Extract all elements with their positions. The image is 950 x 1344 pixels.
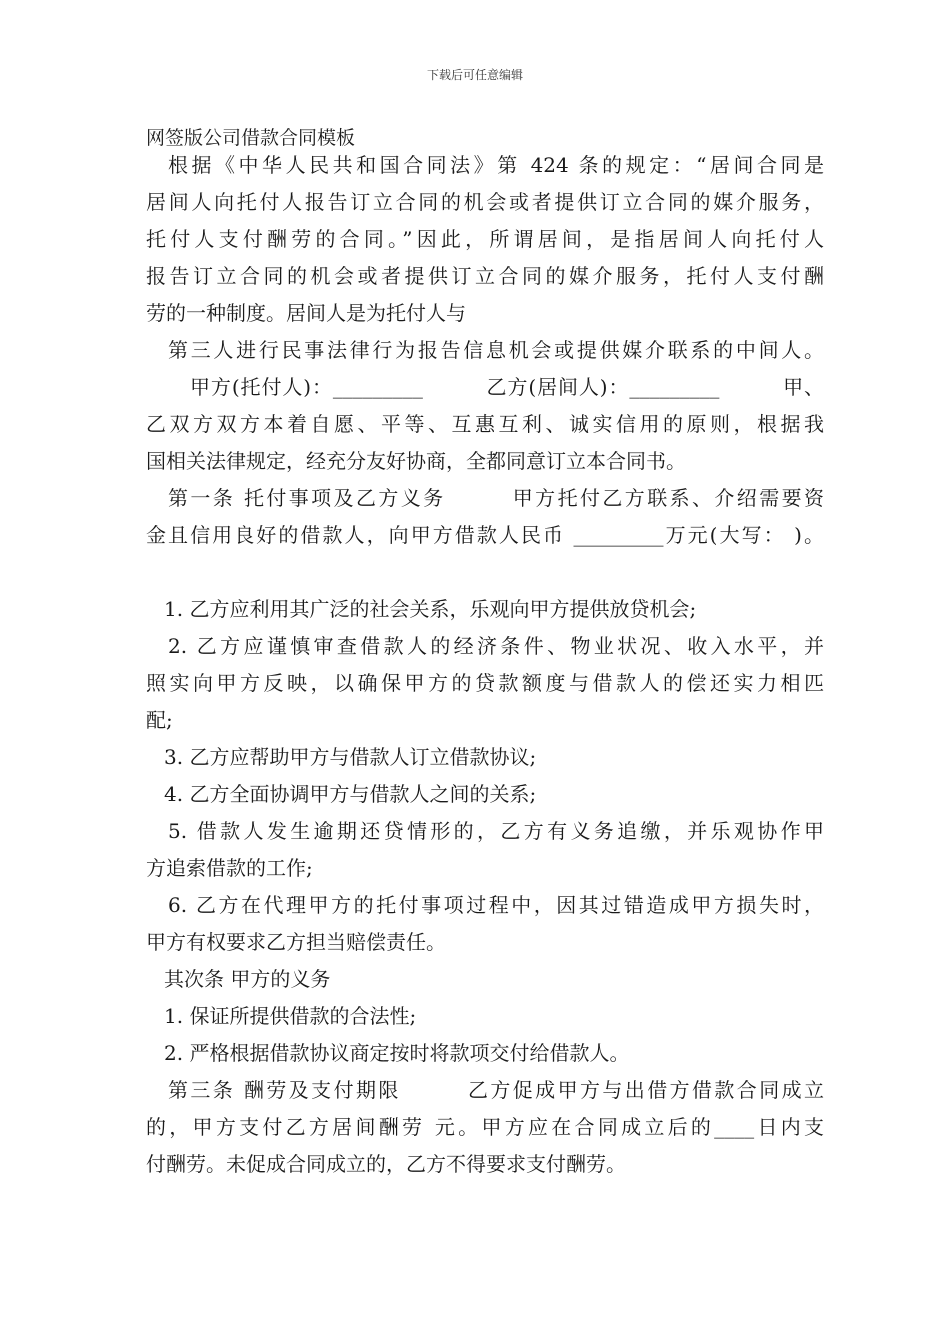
body-line: 劳的一种制度。居间人是为托付人与 [146, 301, 466, 325]
body-line: 的，甲方支付乙方居间酬劳 元。甲方应在合同成立后的____日内支 [146, 1115, 824, 1139]
body-line: 甲方(托付人)：_________ 乙方(居间人)：_________ 甲、 [190, 375, 824, 399]
body-line: 国相关法律规定，经充分友好协商，全都同意订立本合同书。 [146, 449, 686, 473]
body-line: 4. 乙方全面协调甲方与借款人之间的关系; [164, 782, 537, 806]
body-line: 第三条 酬劳及支付期限 乙方促成甲方与出借方借款合同成立 [168, 1078, 824, 1102]
body-line: 根据《中华人民共和国合同法》第 424 条的规定：“居间合同是 [168, 153, 824, 177]
page-header: 下载后可任意编辑 [426, 68, 523, 82]
body-line: 5. 借款人发生逾期还贷情形的，乙方有义务追缴，并乐观协作甲 [168, 819, 824, 843]
body-line: 3. 乙方应帮助甲方与借款人订立借款协议; [164, 745, 537, 769]
body-line: 居间人向托付人报告订立合同的机会或者提供订立合同的媒介服务， [146, 190, 824, 214]
body-line: 1. 乙方应利用其广泛的社会关系，乐观向甲方提供放贷机会; [164, 597, 697, 621]
body-line: 2. 乙方应谨慎审查借款人的经济条件、物业状况、收入水平，并 [168, 634, 824, 658]
body-line: 1. 保证所提供借款的合法性; [164, 1004, 417, 1028]
body-line: 其次条 甲方的义务 [164, 967, 331, 991]
body-line: 6. 乙方在代理甲方的托付事项过程中，因其过错造成甲方损失时， [168, 893, 824, 917]
body-line: 付酬劳。未促成合同成立的，乙方不得要求支付酬劳。 [146, 1152, 626, 1176]
body-line: 乙双方双方本着自愿、平等、互惠互利、诚实信用的原则，根据我 [146, 412, 824, 436]
body-line: 照实向甲方反映，以确保甲方的贷款额度与借款人的偿还实力相匹 [146, 671, 824, 695]
body-line: 第一条 托付事项及乙方义务 甲方托付乙方联系、介绍需要资 [168, 486, 824, 510]
document-title: 网签版公司借款合同模板 [146, 127, 356, 149]
body-line: 方追索借款的工作; [146, 856, 313, 880]
body-line: 金且信用良好的借款人，向甲方借款人民币 _________万元(大写： )。 [146, 523, 824, 547]
body-line: 托付人支付酬劳的合同。”因此，所谓居间，是指居间人向托付人 [146, 227, 824, 251]
body-line: 2. 严格根据借款协议商定按时将款项交付给借款人。 [164, 1041, 630, 1065]
body-line: 报告订立合同的机会或者提供订立合同的媒介服务，托付人支付酬 [146, 264, 824, 288]
body-line: 配; [146, 708, 173, 732]
body-line: 第三人进行民事法律行为报告信息机会或提供媒介联系的中间人。 [168, 338, 824, 362]
body-line: 甲方有权要求乙方担当赔偿责任。 [146, 930, 446, 954]
